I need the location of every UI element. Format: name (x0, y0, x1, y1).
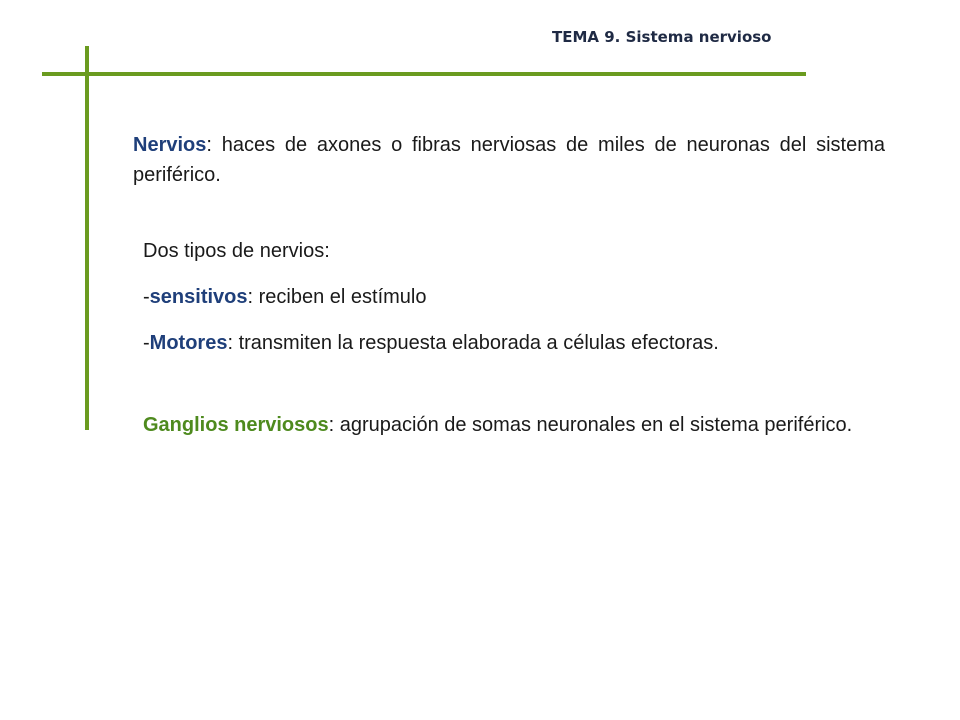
ganglios-definition (143, 410, 880, 440)
sensitivos-text: : reciben el estímulo (247, 286, 427, 308)
motores-text: : transmiten la respuesta elaborada a células efectoras. (227, 332, 719, 354)
nerve-types-block (143, 236, 893, 374)
motores-term: Motores (149, 332, 228, 354)
list-dash: - (143, 286, 150, 308)
list-item-sensitivos (143, 282, 893, 312)
sensitivos-term: sensitivos (149, 286, 248, 308)
nervios-definition (133, 130, 885, 190)
ganglios-term: Ganglios nerviosos (143, 414, 329, 436)
page-title: TEMA 9. Sistema nervioso (552, 28, 772, 46)
list-dash: - (143, 332, 150, 354)
horizontal-divider (42, 72, 806, 76)
nerve-types-intro: Dos tipos de nervios: (143, 240, 330, 262)
vertical-divider (85, 46, 89, 430)
nervios-term: Nervios (133, 134, 207, 156)
ganglios-text: : agrupación de somas neuronales en el sistema periférico. (328, 414, 853, 436)
nervios-text: : haces de axones o fibras nerviosas de miles de neuronas del sistema periférico. (133, 134, 885, 186)
list-item-motores (143, 328, 893, 358)
